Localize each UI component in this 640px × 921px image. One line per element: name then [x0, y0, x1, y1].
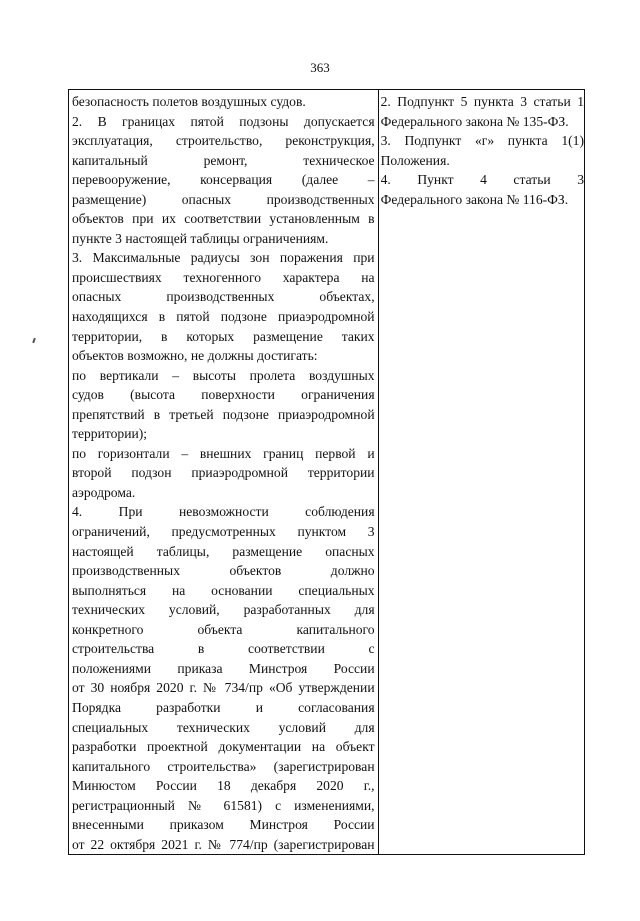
text-line: Федерального закона № 116-ФЗ.	[380, 191, 569, 207]
text-line: ограничений, предусмотренных пунктом 3	[72, 524, 375, 540]
text-line: 4. Пункт 4 статьи 3	[380, 172, 584, 188]
text-line: Порядка разработки и согласования	[72, 699, 375, 715]
right-cell-text	[379, 90, 584, 209]
text-line: разработки проектной документации на объект	[72, 739, 375, 755]
text-line: выполняться на основании специальных	[72, 582, 375, 598]
text-line: территории, в которых размещение таких	[72, 328, 375, 344]
text-line: происшествиях техногенного характера на	[72, 269, 375, 285]
text-line: по горизонтали – внешних границ первой и	[72, 445, 375, 461]
text-line: 2. В границах пятой подзоны допускается	[72, 113, 375, 129]
text-line: производственных объектов должно	[72, 563, 375, 579]
text-line: регистрационный № 61581) с изменениями,	[72, 797, 375, 813]
text-line: 3. Подпункт «г» пункта 1(1)	[380, 133, 584, 149]
text-line: судов (высота поверхности ограничения	[72, 387, 375, 403]
text-line: внесенными приказом Минстроя России	[72, 817, 375, 833]
text-line: положениями приказа Минстроя России	[72, 660, 375, 676]
text-line: специальных технических условий для	[72, 719, 375, 735]
table-row	[69, 90, 585, 855]
text-line: 2. Подпункт 5 пункта 3 статьи 1	[380, 94, 584, 109]
content-table	[68, 89, 585, 855]
text-line: объектов возможно, не должны достигать:	[72, 348, 318, 364]
text-line: эксплуатация, строительство, реконструкция,	[72, 133, 375, 149]
text-line: препятствий в третьей подзоне приаэродромной	[72, 406, 375, 422]
text-line: Федерального закона № 135-ФЗ.	[380, 113, 569, 129]
text-line: технических условий, разработанных для	[72, 602, 375, 618]
text-line: второй подзон приаэродромной территории	[72, 465, 375, 481]
text-line: от 22 октября 2021 г. № 774/пр (зарегистрирован	[72, 836, 375, 852]
left-cell-text	[69, 90, 378, 854]
text-line: от 30 ноября 2020 г. № 734/пр «Об утверждении	[72, 680, 375, 696]
text-line: по вертикали – высоты пролета воздушных	[72, 367, 375, 383]
right-cell	[378, 90, 584, 855]
text-line: настоящей таблицы, размещение опасных	[72, 543, 375, 559]
text-line: капитальный ремонт, техническое	[72, 152, 375, 168]
text-line: строительства в соответствии с	[72, 641, 375, 657]
text-line: перевооружение, консервация (далее –	[72, 172, 375, 188]
text-line: 3. Максимальные радиусы зон поражения при	[72, 250, 375, 266]
text-line: размещение) опасных производственных	[72, 191, 375, 207]
text-line: объектов при их соответствии установленным в	[72, 211, 375, 227]
text-line: Минюстом России 18 декабря 2020 г.,	[72, 778, 375, 794]
text-line: 4. При невозможности соблюдения	[72, 504, 375, 520]
left-cell	[69, 90, 379, 855]
page-number: 363	[310, 60, 330, 75]
text-line: аэродрома.	[72, 484, 136, 500]
scan-speck	[32, 338, 36, 343]
text-line: безопасность полетов воздушных судов.	[72, 94, 306, 109]
text-line: опасных производственных объектах,	[72, 289, 375, 305]
text-line: находящихся в пятой подзоне приаэродромной	[72, 309, 375, 325]
text-line: территории);	[72, 426, 148, 442]
text-line: капитального строительства» (зарегистрирован	[72, 758, 375, 774]
text-line: конкретного объекта капитального	[72, 621, 375, 637]
text-line: Положения.	[380, 152, 450, 168]
text-line: пункте 3 настоящей таблицы ограничениям.	[72, 230, 329, 246]
